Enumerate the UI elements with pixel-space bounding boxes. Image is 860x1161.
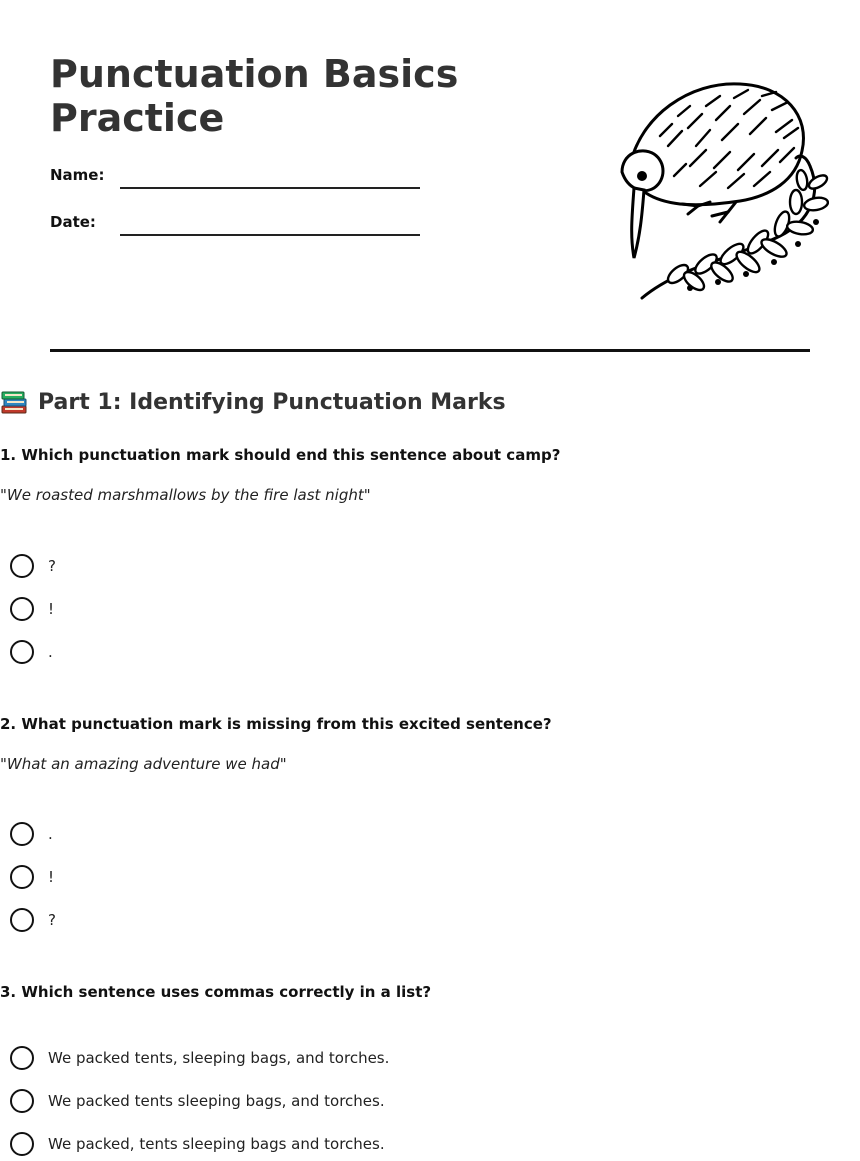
worksheet-header <box>50 0 810 352</box>
radio-button[interactable] <box>10 908 34 932</box>
books-icon <box>0 389 28 415</box>
page-title <box>50 52 470 140</box>
radio-button[interactable] <box>10 1132 34 1156</box>
question-2-text: 2. What punctuation mark is missing from this excited sentence? <box>0 715 552 733</box>
date-input-line[interactable] <box>120 234 420 236</box>
question-2 <box>0 715 760 773</box>
question-3-text: 3. Which sentence uses commas correctly in a list? <box>0 983 432 1001</box>
date-label: Date: <box>50 213 96 231</box>
question-1-sentence: "We roasted marshmallows by the fire last night" <box>0 486 371 504</box>
q1-option-period[interactable] <box>10 639 53 665</box>
option-label: ! <box>48 600 55 618</box>
date-field[interactable] <box>50 207 420 237</box>
radio-button[interactable] <box>10 554 34 578</box>
question-1-text: 1. Which punctuation mark should end this sentence about camp? <box>0 446 561 464</box>
title-line-1: Punctuation Basics <box>50 52 459 96</box>
radio-button[interactable] <box>10 1089 34 1113</box>
radio-button[interactable] <box>10 597 34 621</box>
name-input-line[interactable] <box>120 187 420 189</box>
part1-heading <box>0 389 506 415</box>
name-label: Name: <box>50 166 105 184</box>
q2-option-period[interactable] <box>10 821 53 847</box>
option-label: We packed, tents sleeping bags and torches. <box>48 1135 385 1153</box>
radio-button[interactable] <box>10 865 34 889</box>
q3-option-c[interactable] <box>10 1131 385 1157</box>
q3-option-a[interactable] <box>10 1045 389 1071</box>
option-label: We packed tents sleeping bags, and torches. <box>48 1092 385 1110</box>
question-1 <box>0 446 760 504</box>
title-line-2: Practice <box>50 96 225 140</box>
q1-option-exclamation[interactable] <box>10 596 54 622</box>
question-2-sentence: "What an amazing adventure we had" <box>0 755 287 773</box>
option-label: . <box>48 825 53 843</box>
option-label: ? <box>48 911 56 929</box>
header-divider <box>50 349 810 352</box>
part1-title: Part 1: Identifying Punctuation Marks <box>38 389 506 415</box>
radio-button[interactable] <box>10 822 34 846</box>
radio-button[interactable] <box>10 640 34 664</box>
radio-button[interactable] <box>10 1046 34 1070</box>
option-label: . <box>48 643 53 661</box>
q1-option-question-mark[interactable] <box>10 553 56 579</box>
q3-option-b[interactable] <box>10 1088 385 1114</box>
question-3 <box>0 983 760 1001</box>
kiwi-bird-icon <box>570 76 830 306</box>
option-label: ? <box>48 557 56 575</box>
name-field[interactable] <box>50 160 420 190</box>
option-label: We packed tents, sleeping bags, and torches. <box>48 1049 390 1067</box>
q2-option-question-mark[interactable] <box>10 907 56 933</box>
option-label: ! <box>48 868 55 886</box>
q2-option-exclamation[interactable] <box>10 864 54 890</box>
